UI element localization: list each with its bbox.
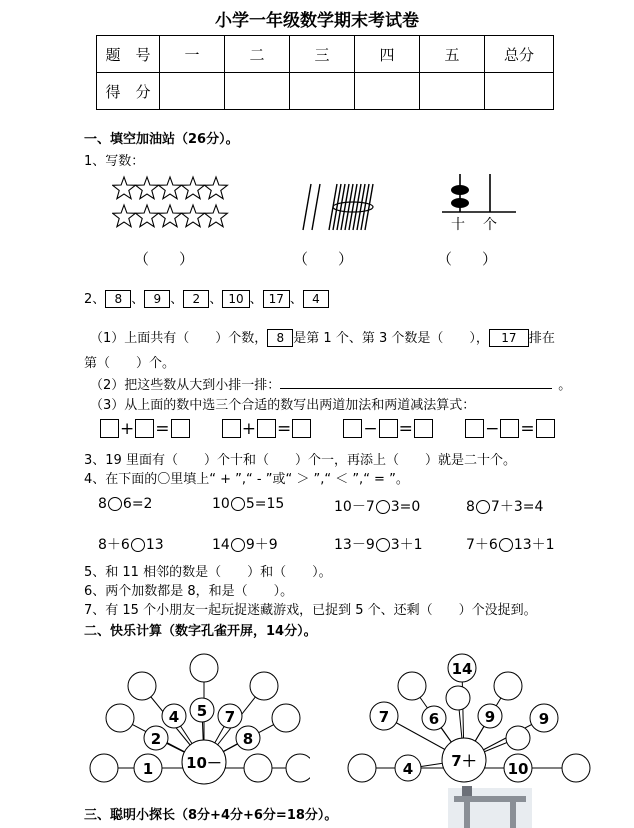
peacock2-number: 9 xyxy=(538,710,550,728)
section1-heading: 一、填空加油站（26分）。 xyxy=(84,132,239,147)
abacus-picture xyxy=(440,172,520,218)
score-cell[interactable] xyxy=(485,73,554,110)
score-header-cell: 五 xyxy=(420,36,485,73)
q4-expr: 8 6=2 xyxy=(98,496,153,512)
score-header-cell: 二 xyxy=(225,36,290,73)
equation-row: + = + = − = − = xyxy=(100,418,555,439)
q1-answer-1[interactable]: （ ） xyxy=(134,250,195,268)
table-picture xyxy=(440,780,540,828)
peacock1-center: 10－ xyxy=(186,754,222,772)
q2-line1 xyxy=(90,327,555,347)
score-header-cell: 一 xyxy=(160,36,225,73)
answer-box[interactable] xyxy=(465,419,484,438)
score-header-cell: 总分 xyxy=(485,36,554,73)
score-row-label: 得 分 xyxy=(97,73,160,110)
compare-circle[interactable] xyxy=(476,500,490,514)
compare-circle[interactable] xyxy=(231,538,245,552)
number-box: 8 xyxy=(267,329,293,347)
answer-box[interactable] xyxy=(536,419,555,438)
answer-box[interactable] xyxy=(222,419,241,438)
number-box: 17 xyxy=(263,290,290,308)
q3-text: 3、19 里面有（ ）个十和（ ）个一，再添上（ ）就是二十个。 xyxy=(84,453,516,468)
peacock2-center: 7＋ xyxy=(451,752,477,770)
q4-expr: 14 9＋9 xyxy=(212,537,278,553)
score-cell[interactable] xyxy=(355,73,420,110)
q6-text: 6、两个加数都是 8，和是（ ）。 xyxy=(84,584,294,599)
peacock2-number: 14 xyxy=(451,660,473,678)
q2-prefix: 2、 xyxy=(84,292,106,307)
star-shape xyxy=(159,205,182,227)
q2-number-row xyxy=(84,288,329,308)
score-table-header-row xyxy=(97,36,554,73)
separator: 、 xyxy=(249,292,263,307)
compare-circle[interactable] xyxy=(376,500,390,514)
q1-answer-3[interactable]: （ ） xyxy=(437,250,498,268)
star-shape xyxy=(182,205,205,227)
score-table-score-row xyxy=(97,73,554,110)
q2-line3-end: 。 xyxy=(558,378,572,393)
answer-box[interactable] xyxy=(171,419,190,438)
number-box: 8 xyxy=(105,290,131,308)
q1-label: 1、写数： xyxy=(84,154,145,169)
peacock2-number: 7 xyxy=(378,708,390,726)
score-cell[interactable] xyxy=(160,73,225,110)
q5-text: 5、和 11 相邻的数是（ ）和（ ）。 xyxy=(84,565,332,580)
abacus-tens-label: 十 xyxy=(451,217,465,233)
answer-box[interactable] xyxy=(292,419,311,438)
q2-line3-text: （2）把这些数从大到小排一排： xyxy=(90,378,281,393)
peacock2-number: 4 xyxy=(402,760,414,778)
star-shape xyxy=(159,177,182,199)
answer-box[interactable] xyxy=(135,419,154,438)
score-table xyxy=(96,35,554,110)
page-title: 小学一年级数学期末考试卷 xyxy=(215,11,419,31)
q2-line3 xyxy=(90,374,571,393)
peacock2-number: 6 xyxy=(428,710,440,728)
q4-expr: 7＋6 13＋1 xyxy=(466,537,555,553)
peacock2-number: 10 xyxy=(507,760,529,778)
separator: 、 xyxy=(131,292,145,307)
abacus-ones-label: 个 xyxy=(483,217,497,233)
answer-box[interactable] xyxy=(257,419,276,438)
peacock1-number: 5 xyxy=(196,702,208,720)
answer-box[interactable] xyxy=(379,419,398,438)
score-cell[interactable] xyxy=(225,73,290,110)
q4-expr: 13－9 3＋1 xyxy=(334,537,423,553)
peacock1-number: 7 xyxy=(224,708,236,726)
peacock-diagram-1 xyxy=(80,650,310,790)
peacock1-number: 1 xyxy=(142,760,154,778)
q1-answer-2[interactable]: （ ） xyxy=(293,250,354,268)
q4-text: 4、在下面的〇里填上“ + ”,“ - ”或“ ＞ ”,“ ＜ ”,“ = ”。 xyxy=(84,472,409,487)
sticks-picture xyxy=(295,178,379,234)
section3-heading: 三、聪明小探长（8分+4分+6分=18分）。 xyxy=(84,808,338,823)
q4-expr: 8 7＋3=4 xyxy=(466,499,544,515)
score-cell[interactable] xyxy=(290,73,355,110)
star-shape xyxy=(113,177,136,199)
answer-box[interactable] xyxy=(343,419,362,438)
compare-circle[interactable] xyxy=(231,497,245,511)
stars-picture xyxy=(112,175,232,235)
peacock2-number: 9 xyxy=(484,708,496,726)
score-header-cell: 四 xyxy=(355,36,420,73)
peacock1-number: 8 xyxy=(242,730,254,748)
number-box: 9 xyxy=(144,290,170,308)
compare-circle[interactable] xyxy=(376,538,390,552)
q2-line1-c: 排在 xyxy=(528,331,555,346)
q2-line2: 第（ ）个。 xyxy=(84,356,176,371)
answer-box[interactable] xyxy=(414,419,433,438)
q2-line1-b: 是第 1 个、第 3 个数是（ ）， xyxy=(293,331,489,346)
number-box: 17 xyxy=(489,329,529,347)
number-box: 4 xyxy=(303,290,329,308)
score-header-cell: 题 号 xyxy=(97,36,160,73)
compare-circle[interactable] xyxy=(108,497,122,511)
number-box: 10 xyxy=(222,290,249,308)
compare-circle[interactable] xyxy=(499,538,513,552)
answer-box[interactable] xyxy=(500,419,519,438)
score-header-cell: 三 xyxy=(290,36,355,73)
answer-box[interactable] xyxy=(100,419,119,438)
q4-expr: 10－7 3=0 xyxy=(334,499,421,515)
star-shape xyxy=(205,177,228,199)
peacock-diagram-2 xyxy=(340,650,600,800)
separator: 、 xyxy=(289,292,303,307)
q4-expr: 8＋6 13 xyxy=(98,537,164,553)
separator: 、 xyxy=(209,292,223,307)
star-shape xyxy=(205,205,228,227)
q2-line4: （3）从上面的数中选三个合适的数写出两道加法和两道减法算式： xyxy=(90,398,476,413)
q2-line1-a: （1）上面共有（ ）个数， xyxy=(90,331,268,346)
star-shape xyxy=(113,205,136,227)
number-box: 2 xyxy=(183,290,209,308)
section2-heading: 二、快乐计算（数字孔雀开屏，14分）。 xyxy=(84,624,317,639)
q2-sort-answer-line[interactable] xyxy=(280,376,552,389)
peacock1-number: 2 xyxy=(150,730,162,748)
peacock1-number: 4 xyxy=(168,708,180,726)
q4-expr: 10 5=15 xyxy=(212,496,285,512)
compare-circle[interactable] xyxy=(131,538,145,552)
star-shape xyxy=(182,177,205,199)
star-shape xyxy=(136,205,159,227)
star-shape xyxy=(136,177,159,199)
separator: 、 xyxy=(170,292,184,307)
score-cell[interactable] xyxy=(420,73,485,110)
q7-text: 7、有 15 个小朋友一起玩捉迷藏游戏，已捉到 5 个、还剩（ ）个没捉到。 xyxy=(84,603,537,618)
